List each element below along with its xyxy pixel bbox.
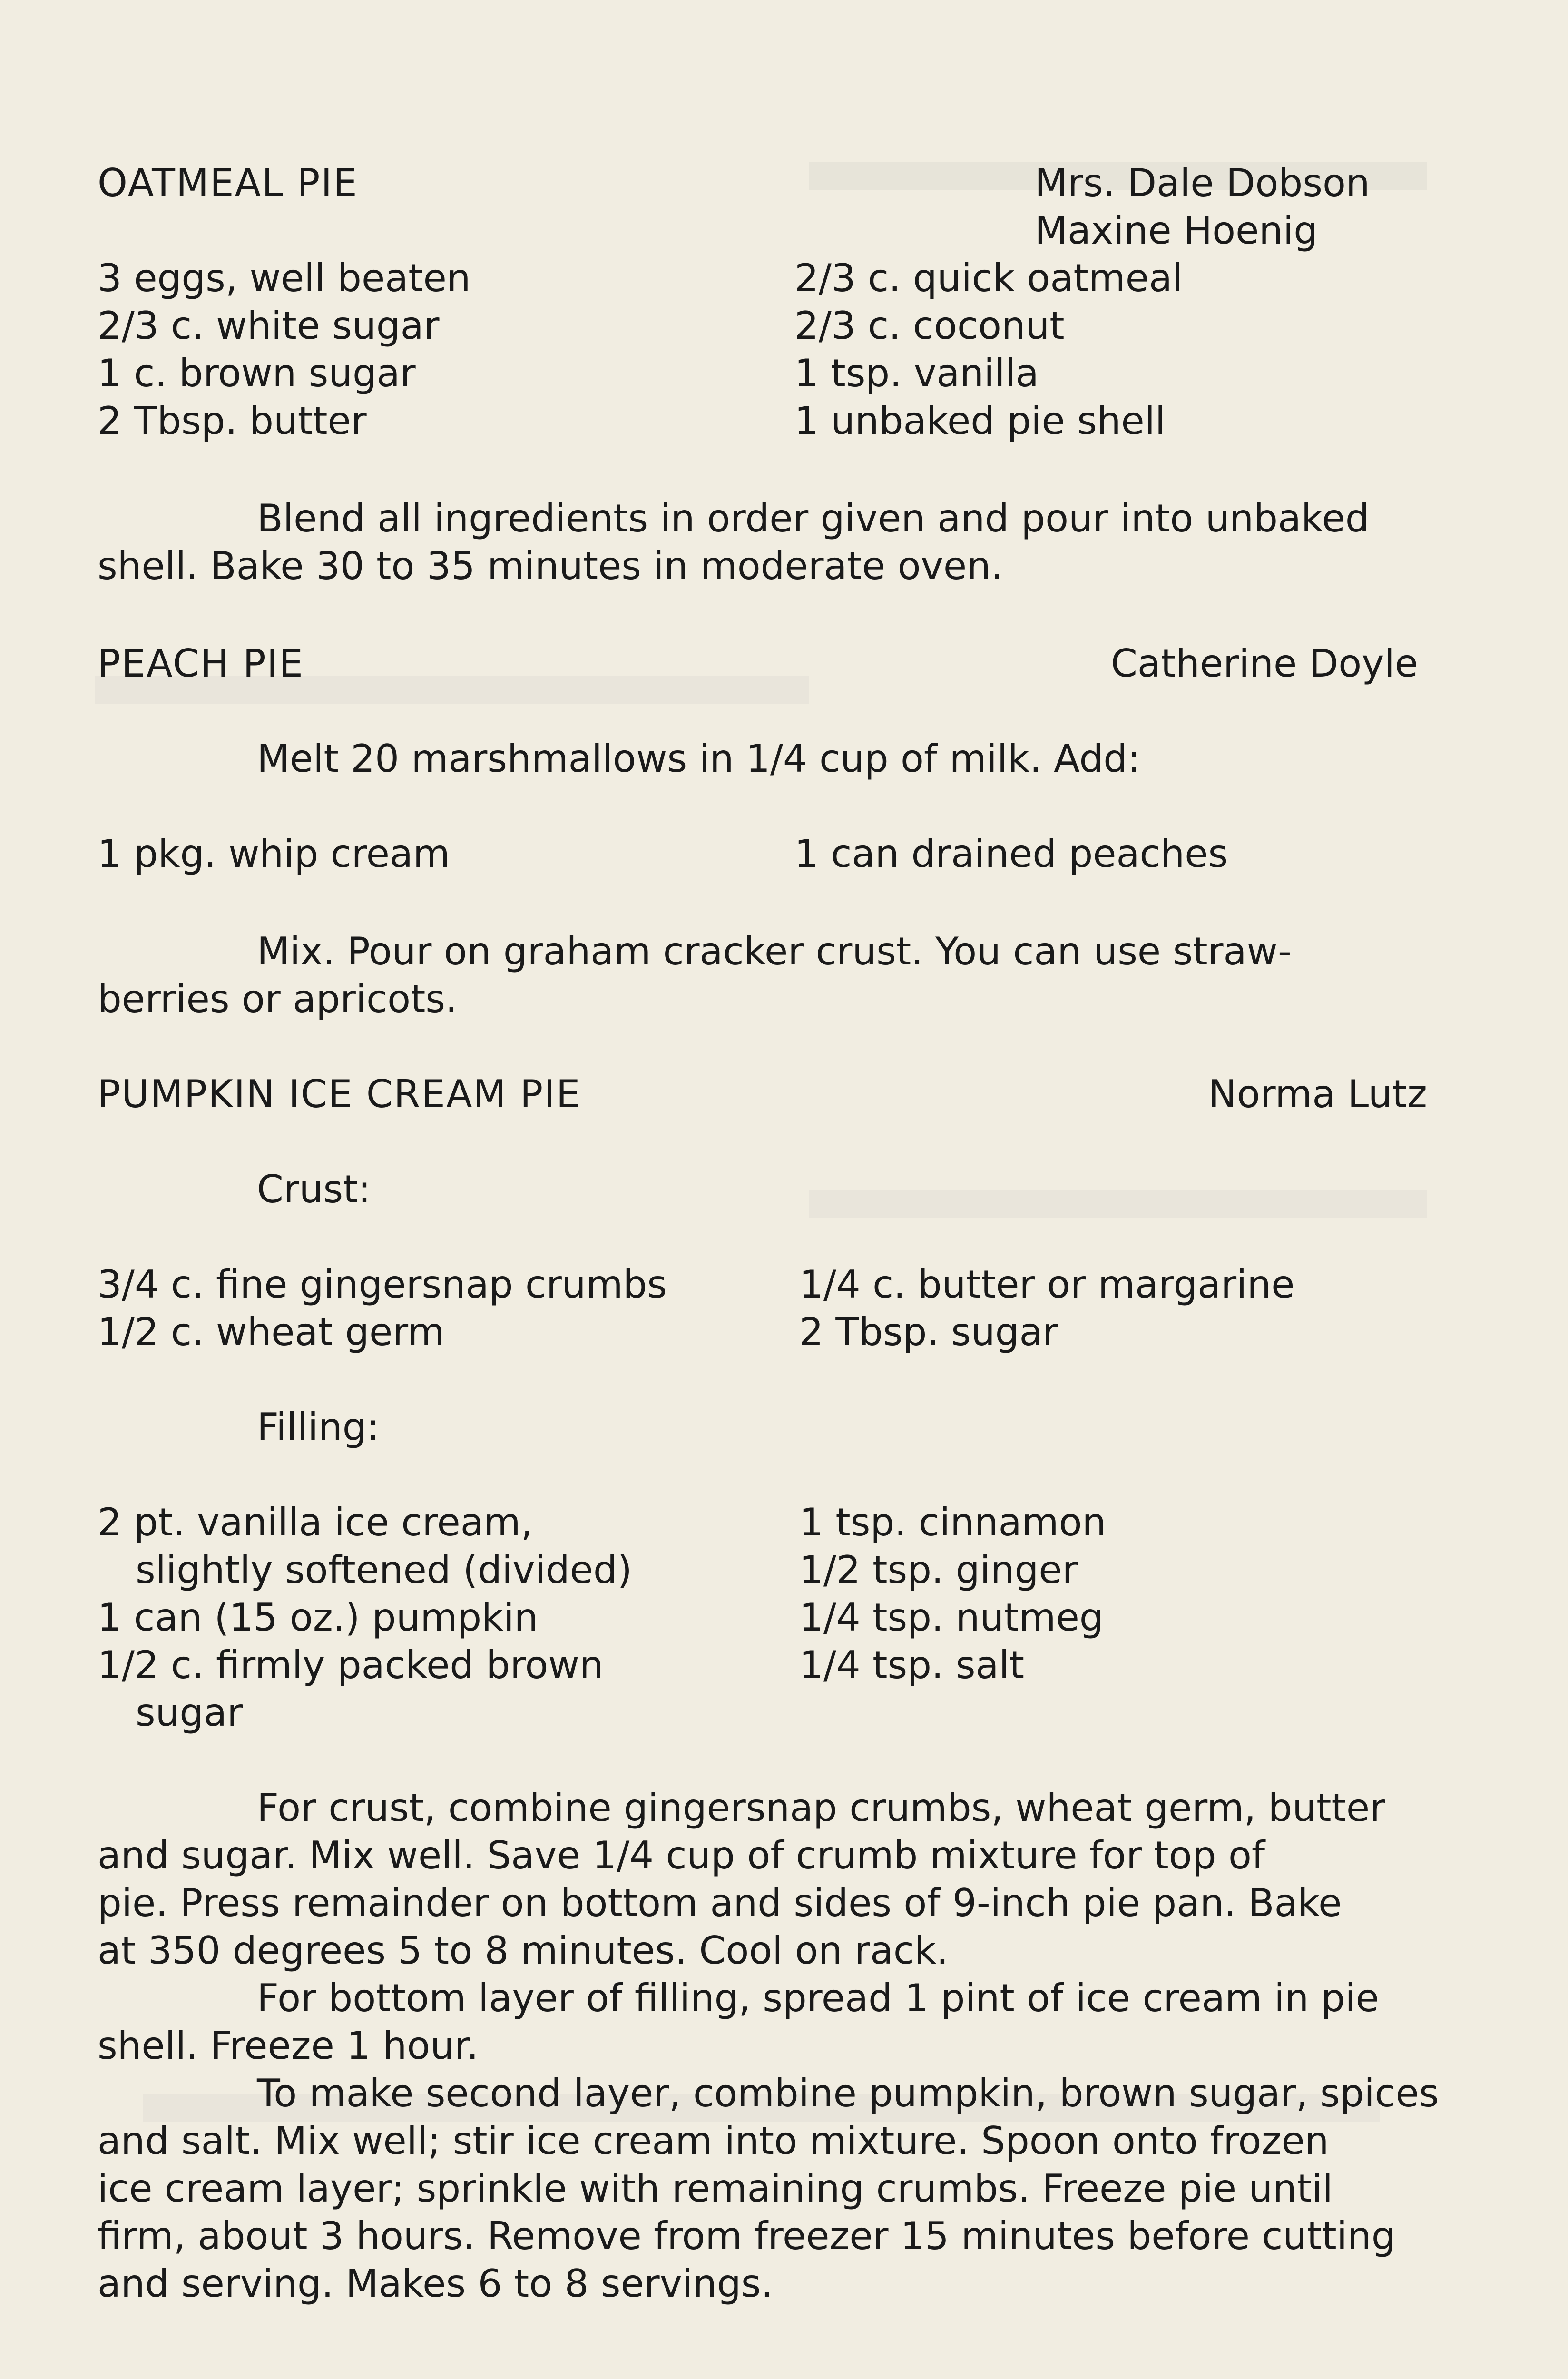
ingredient: 3/4 c. fine gingersnap crumbs (98, 1262, 667, 1307)
directions-line: ice cream layer; sprinkle with remaining crumbs. Freeze pie until (98, 2166, 1333, 2211)
recipe-title-oatmeal-pie: OATMEAL PIE (98, 161, 358, 205)
ingredient: 2 pt. vanilla ice cream, (98, 1500, 533, 1544)
directions-line: Melt 20 marshmallows in 1/4 cup of milk. Add: (257, 737, 1140, 781)
directions-line: Blend all ingredients in order given and pour into unbaked (257, 496, 1370, 541)
directions-line: shell. Bake 30 to 35 minutes in moderate oven. (98, 544, 1003, 588)
directions-line: Mix. Pour on graham cracker crust. You can use straw- (257, 929, 1292, 973)
ingredient: 1 can (15 oz.) pumpkin (98, 1595, 539, 1640)
ingredient: slightly softened (divided) (136, 1548, 632, 1592)
recipe-author: Norma Lutz (1208, 1072, 1427, 1116)
bleed-through-decoration (809, 1190, 1427, 1218)
ingredient: 2 Tbsp. sugar (799, 1310, 1058, 1354)
directions-line: For crust, combine gingersnap crumbs, wheat germ, butter (257, 1786, 1385, 1830)
recipe-title-pumpkin-ice-cream-pie: PUMPKIN ICE CREAM PIE (98, 1072, 581, 1116)
ingredient: 2 Tbsp. butter (98, 399, 367, 443)
recipe-title-peach-pie: PEACH PIE (98, 641, 304, 686)
directions-line: and sugar. Mix well. Save 1/4 cup of crumb mixture for top of (98, 1833, 1265, 1878)
ingredient: 1/4 c. butter or margarine (799, 1262, 1295, 1307)
directions-line: shell. Freeze 1 hour. (98, 2024, 479, 2068)
directions-line: and serving. Makes 6 to 8 servings. (98, 2261, 773, 2306)
directions-line: pie. Press remainder on bottom and sides of 9-inch pie pan. Bake (98, 1881, 1342, 1925)
ingredient: 1 unbaked pie shell (794, 399, 1166, 443)
ingredient: 1 c. brown sugar (98, 351, 416, 395)
section-heading-crust: Crust: (257, 1167, 371, 1211)
ingredient: 1/2 tsp. ginger (799, 1548, 1078, 1592)
directions-line: berries or apricots. (98, 977, 458, 1021)
ingredient: 1/4 tsp. salt (799, 1643, 1025, 1687)
ingredient: sugar (136, 1691, 243, 1735)
recipe-author: Catherine Doyle (1111, 641, 1418, 686)
directions-line: and salt. Mix well; stir ice cream into mixture. Spoon onto frozen (98, 2119, 1329, 2163)
ingredient: 1 tsp. vanilla (794, 351, 1039, 395)
ingredient: 1 tsp. cinnamon (799, 1500, 1107, 1544)
ingredient: 2/3 c. quick oatmeal (794, 256, 1183, 300)
recipe-author: Maxine Hoenig (1035, 208, 1318, 253)
ingredient: 2/3 c. coconut (794, 304, 1065, 348)
ingredient: 1/2 c. firmly packed brown (98, 1643, 604, 1687)
ingredient: 1 can drained peaches (794, 832, 1228, 876)
directions-line: firm, about 3 hours. Remove from freezer 15 minutes before cutting (98, 2214, 1396, 2258)
directions-line: To make second layer, combine pumpkin, brown sugar, spices (257, 2071, 1439, 2115)
ingredient: 2/3 c. white sugar (98, 304, 440, 348)
ingredient: 1 pkg. whip cream (98, 832, 450, 876)
directions-line: For bottom layer of filling, spread 1 pint of ice cream in pie (257, 1976, 1379, 2020)
recipe-author: Mrs. Dale Dobson (1035, 161, 1370, 205)
directions-line: at 350 degrees 5 to 8 minutes. Cool on rack. (98, 1928, 949, 1973)
section-heading-filling: Filling: (257, 1405, 380, 1449)
ingredient: 3 eggs, well beaten (98, 256, 471, 300)
ingredient: 1/2 c. wheat germ (98, 1310, 445, 1354)
ingredient: 1/4 tsp. nutmeg (799, 1595, 1104, 1640)
